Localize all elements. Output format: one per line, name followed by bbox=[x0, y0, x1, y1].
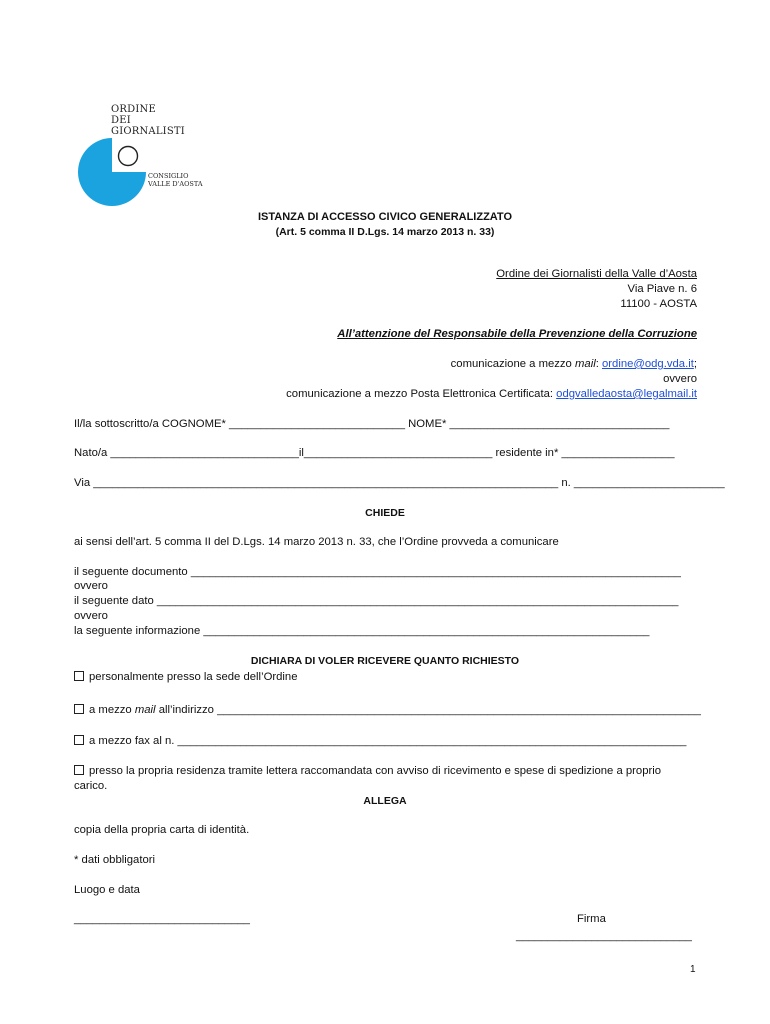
form-line-name[interactable]: Il/la sottoscritto/a COGNOME* ____________________________ NOME* ___________________________________ bbox=[74, 418, 670, 430]
logo-line-3: GIORNALISTI bbox=[111, 126, 185, 137]
form-line-birth[interactable]: Nato/a ______________________________il______________________________ residente in* __________________ bbox=[74, 447, 675, 459]
option-mail-word: mail bbox=[134, 704, 156, 716]
option-personally[interactable] bbox=[74, 671, 298, 683]
logo-council-line-2: VALLE D'AOSTA bbox=[148, 180, 203, 188]
mail-prefix: comunicazione a mezzo bbox=[450, 358, 572, 370]
logo-line-2: DEI bbox=[111, 115, 131, 126]
chiede-heading: CHIEDE bbox=[365, 507, 405, 519]
checkbox-mail[interactable] bbox=[74, 704, 84, 714]
checkbox-fax[interactable] bbox=[74, 735, 84, 745]
mail-suffix: ; bbox=[693, 358, 697, 370]
logo-council-line-1: CONSIGLIO bbox=[148, 172, 189, 180]
form-line-address[interactable]: Via __________________________________________________________________________ n. ________________________ bbox=[74, 477, 725, 489]
recipient-name: Ordine dei Giornalisti della Valle d’Aosta bbox=[496, 268, 697, 280]
allega-heading: ALLEGA bbox=[363, 795, 407, 807]
option-fax-label: a mezzo fax al n. _________________________________________________________________________________ bbox=[89, 735, 687, 747]
recipient-city: 11100 - AOSTA bbox=[620, 298, 697, 310]
document-subtitle: (Art. 5 comma II D.Lgs. 14 marzo 2013 n. 33) bbox=[275, 226, 495, 238]
pec-prefix: comunicazione a mezzo Posta Elettronica Certificata: bbox=[286, 388, 554, 400]
chiede-dato-line[interactable]: il seguente dato ___________________________________________________________________________________ bbox=[74, 595, 679, 607]
chiede-ovvero-2: ovvero bbox=[74, 610, 108, 622]
pec-contact bbox=[286, 388, 697, 400]
dichiara-heading: DICHIARA DI VOLER RICEVERE QUANTO RICHIESTO bbox=[250, 655, 520, 667]
mail-colon: : bbox=[595, 358, 599, 370]
chiede-document-line[interactable]: il seguente documento ______________________________________________________________________________ bbox=[74, 566, 681, 578]
logo-emblem-icon bbox=[74, 136, 149, 208]
mail-contact bbox=[451, 358, 697, 370]
chiede-text: ai sensi dell’art. 5 comma II del D.Lgs. 14 marzo 2013 n. 33, che l’Ordine provveda a comunicare bbox=[74, 536, 559, 548]
option-personally-label: personalmente presso la sede dell’Ordine bbox=[89, 671, 298, 683]
mail-address-link[interactable]: ordine@odg.vda.it bbox=[602, 358, 694, 370]
option-residence[interactable] bbox=[74, 765, 661, 777]
contact-ovvero: ovvero bbox=[663, 373, 697, 385]
document-title: ISTANZA DI ACCESSO CIVICO GENERALIZZATO bbox=[257, 211, 513, 223]
option-mail-prefix: a mezzo bbox=[89, 704, 132, 716]
mandatory-note: * dati obbligatori bbox=[74, 854, 156, 866]
checkbox-residence[interactable] bbox=[74, 765, 84, 775]
chiede-info-line[interactable]: la seguente informazione _______________________________________________________________________ bbox=[74, 625, 650, 637]
option-mail[interactable] bbox=[74, 704, 701, 716]
signature-line[interactable]: ____________________________ bbox=[516, 930, 692, 942]
logo-line-1: ORDINE bbox=[111, 104, 156, 115]
recipient-street: Via Piave n. 6 bbox=[627, 283, 697, 295]
option-fax[interactable] bbox=[74, 735, 686, 747]
place-date-line[interactable]: ____________________________ bbox=[74, 913, 250, 925]
allega-text: copia della propria carta di identità. bbox=[74, 824, 250, 836]
option-residence-label: presso la propria residenza tramite lettera raccomandata con avviso di ricevimento e spese di spedizione a proprio bbox=[89, 765, 662, 777]
option-mail-suffix: all’indirizzo _____________________________________________________________________________ bbox=[158, 704, 701, 716]
place-date-label: Luogo e data bbox=[74, 884, 140, 896]
page-number: 1 bbox=[690, 964, 696, 975]
chiede-ovvero-1: ovvero bbox=[74, 580, 108, 592]
signature-label: Firma bbox=[577, 913, 606, 925]
mail-word: mail bbox=[575, 358, 596, 370]
option-residence-cont: carico. bbox=[74, 780, 108, 792]
pec-address-link[interactable]: odgvalledaosta@legalmail.it bbox=[556, 388, 697, 400]
checkbox-personally[interactable] bbox=[74, 671, 84, 681]
attention-line: All’attenzione del Responsabile della Prevenzione della Corruzione bbox=[337, 328, 697, 340]
